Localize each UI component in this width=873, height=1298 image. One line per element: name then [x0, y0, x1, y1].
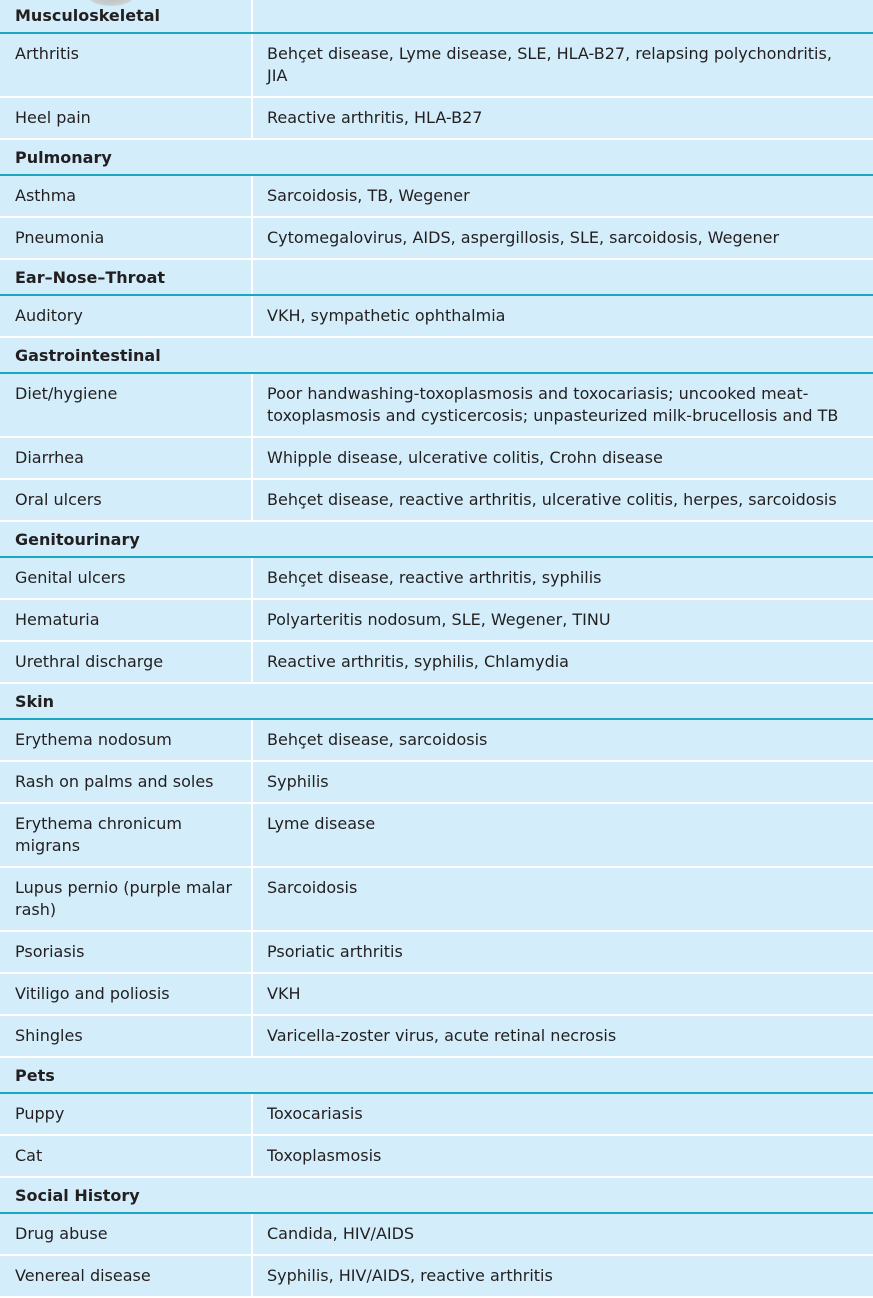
finding-cell: Erythema chronicum migrans	[0, 804, 253, 866]
associations-cell: Syphilis, HIV/AIDS, reactive arthritis	[267, 1266, 553, 1285]
associations-cell: Behçet disease, reactive arthritis, syphilis	[267, 568, 602, 587]
table-row	[0, 98, 873, 140]
section-title: Skin	[15, 692, 55, 711]
table-row	[0, 1136, 873, 1178]
table-row	[0, 296, 873, 338]
section-header-pulmonary	[0, 140, 873, 176]
table-row	[0, 600, 873, 642]
table-row	[0, 720, 873, 762]
section-header-social-history	[0, 1178, 873, 1214]
associations-cell: Toxoplasmosis	[267, 1146, 382, 1165]
table-row	[0, 974, 873, 1016]
finding-cell: Genital ulcers	[0, 558, 253, 598]
finding-cell: Diet/hygiene	[0, 374, 253, 436]
table-row	[0, 642, 873, 684]
finding-cell: Asthma	[0, 176, 253, 216]
table-row	[0, 1094, 873, 1136]
associations-cell: Sarcoidosis	[267, 878, 358, 897]
section-title: Genitourinary	[15, 530, 140, 549]
associations-cell: Behçet disease, sarcoidosis	[267, 730, 488, 749]
associations-cell: Lyme disease	[267, 814, 376, 833]
finding-cell: Lupus pernio (purple malar rash)	[0, 868, 253, 930]
table-row	[0, 804, 873, 868]
table-row	[0, 932, 873, 974]
section-title: Pets	[15, 1066, 55, 1085]
finding-cell: Erythema nodosum	[0, 720, 253, 760]
finding-cell: Psoriasis	[0, 932, 253, 972]
associations-cell: Syphilis	[267, 772, 329, 791]
section-header-musculoskeletal	[0, 0, 873, 34]
section-header-genitourinary	[0, 522, 873, 558]
section-header-gastrointestinal	[0, 338, 873, 374]
associations-cell: Behçet disease, Lyme disease, SLE, HLA-B27, relapsing polychondritis, JIA	[267, 44, 832, 85]
table-row	[0, 868, 873, 932]
finding-cell: Venereal disease	[0, 1256, 253, 1296]
section-header-pets	[0, 1058, 873, 1094]
finding-cell: Arthritis	[0, 34, 253, 96]
section-title: Ear–Nose–Throat	[0, 260, 253, 294]
associations-cell: Cytomegalovirus, AIDS, aspergillosis, SLE, sarcoidosis, Wegener	[267, 228, 780, 247]
associations-cell: VKH	[267, 984, 301, 1003]
table-row	[0, 374, 873, 438]
associations-cell: Varicella-zoster virus, acute retinal necrosis	[267, 1026, 617, 1045]
finding-cell: Oral ulcers	[0, 480, 253, 520]
finding-cell: Vitiligo and poliosis	[0, 974, 253, 1014]
finding-cell: Auditory	[0, 296, 253, 336]
table-row	[0, 1214, 873, 1256]
finding-cell: Pneumonia	[0, 218, 253, 258]
section-title: Gastrointestinal	[15, 346, 161, 365]
table-row	[0, 480, 873, 522]
associations-cell: Psoriatic arthritis	[267, 942, 403, 961]
section-title: Social History	[15, 1186, 140, 1205]
table-row	[0, 218, 873, 260]
associations-cell: Whipple disease, ulcerative colitis, Crohn disease	[267, 448, 663, 467]
finding-cell: Drug abuse	[0, 1214, 253, 1254]
finding-cell: Diarrhea	[0, 438, 253, 478]
section-title: Musculoskeletal	[0, 0, 253, 32]
associations-cell: Toxocariasis	[267, 1104, 363, 1123]
finding-cell: Cat	[0, 1136, 253, 1176]
section-title: Pulmonary	[15, 148, 112, 167]
table-row	[0, 1256, 873, 1298]
table-row	[0, 558, 873, 600]
associations-cell: Candida, HIV/AIDS	[267, 1224, 415, 1243]
finding-cell: Puppy	[0, 1094, 253, 1134]
finding-cell: Shingles	[0, 1016, 253, 1056]
table-row	[0, 1016, 873, 1058]
associations-cell: Poor handwashing-toxoplasmosis and toxocariasis; uncooked meat-toxoplasmosis and cysticercosis; unpasteurized milk-brucellosis and TB	[267, 384, 839, 425]
associations-cell: VKH, sympathetic ophthalmia	[267, 306, 506, 325]
associations-cell: Sarcoidosis, TB, Wegener	[267, 186, 470, 205]
section-header-ear-nose-throat	[0, 260, 873, 296]
associations-cell: Polyarteritis nodosum, SLE, Wegener, TINU	[267, 610, 611, 629]
finding-cell: Hematuria	[0, 600, 253, 640]
table-row	[0, 762, 873, 804]
finding-cell: Rash on palms and soles	[0, 762, 253, 802]
associations-cell: Reactive arthritis, HLA-B27	[267, 108, 483, 127]
finding-cell: Heel pain	[0, 98, 253, 138]
associations-cell: Behçet disease, reactive arthritis, ulcerative colitis, herpes, sarcoidosis	[267, 490, 837, 509]
table-row	[0, 438, 873, 480]
table-row	[0, 176, 873, 218]
section-header-skin	[0, 684, 873, 720]
finding-cell: Urethral discharge	[0, 642, 253, 682]
table-row	[0, 34, 873, 98]
associations-cell: Reactive arthritis, syphilis, Chlamydia	[267, 652, 569, 671]
